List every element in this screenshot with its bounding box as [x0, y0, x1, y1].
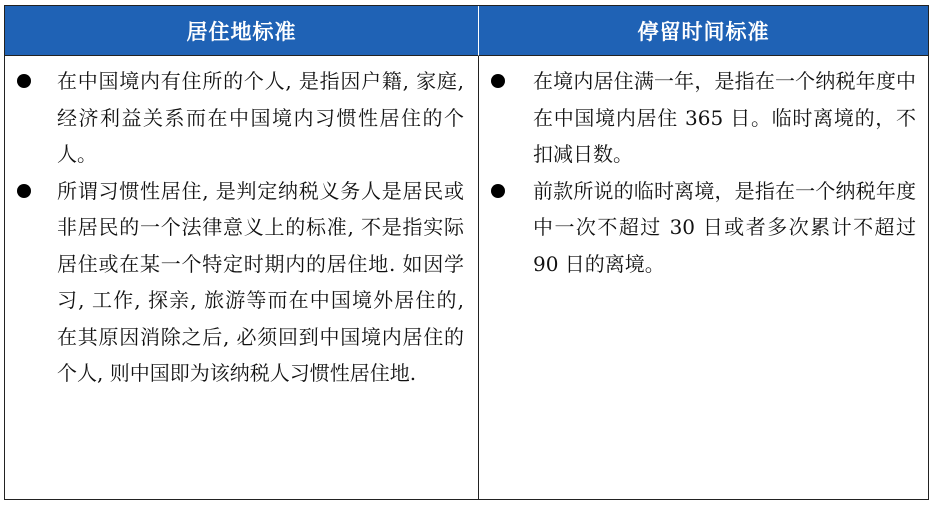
list-item-text: 前款所说的临时离境，是指在一个纳税年度中一次不超过 30 日或者多次累计不超过 90 日的离境。	[533, 178, 916, 276]
list-item-text: 在中国境内有住所的个人, 是指因户籍, 家庭, 经济利益关系而在中国境内习惯性居住的个人。	[57, 69, 464, 166]
header-residence-standard: 居住地标准	[5, 6, 479, 56]
stay-duration-standard-list	[487, 63, 920, 282]
list-item-text: 所谓习惯性居住, 是判定纳税义务人是居民或非居民的一个法律意义上的标准, 不是指实际居住或在某一个特定时期内的居住地. 如因学习, 工作, 探亲, 旅游等而在中国境外居住的, 在其原因消除之后, 必须回到中国境内居住的个人, 则中国即为该纳税人习惯性居住地.	[57, 178, 464, 385]
residence-standard-cell	[5, 56, 479, 499]
bullet-icon	[17, 184, 31, 198]
list-item-text: 在境内居住满一年，是指在一个纳税年度中在中国境内居住 365 日。临时离境的，不扣减日数。	[533, 69, 916, 166]
list-item	[487, 173, 920, 283]
stay-duration-standard-cell	[479, 56, 928, 499]
list-item	[487, 63, 920, 173]
residence-standard-list	[13, 63, 470, 392]
bullet-icon	[491, 184, 505, 198]
bullet-icon	[491, 74, 505, 88]
tax-residency-table	[4, 5, 929, 500]
list-item	[13, 63, 470, 173]
header-stay-duration-standard: 停留时间标准	[479, 6, 928, 56]
bullet-icon	[17, 74, 31, 88]
list-item	[13, 173, 470, 392]
